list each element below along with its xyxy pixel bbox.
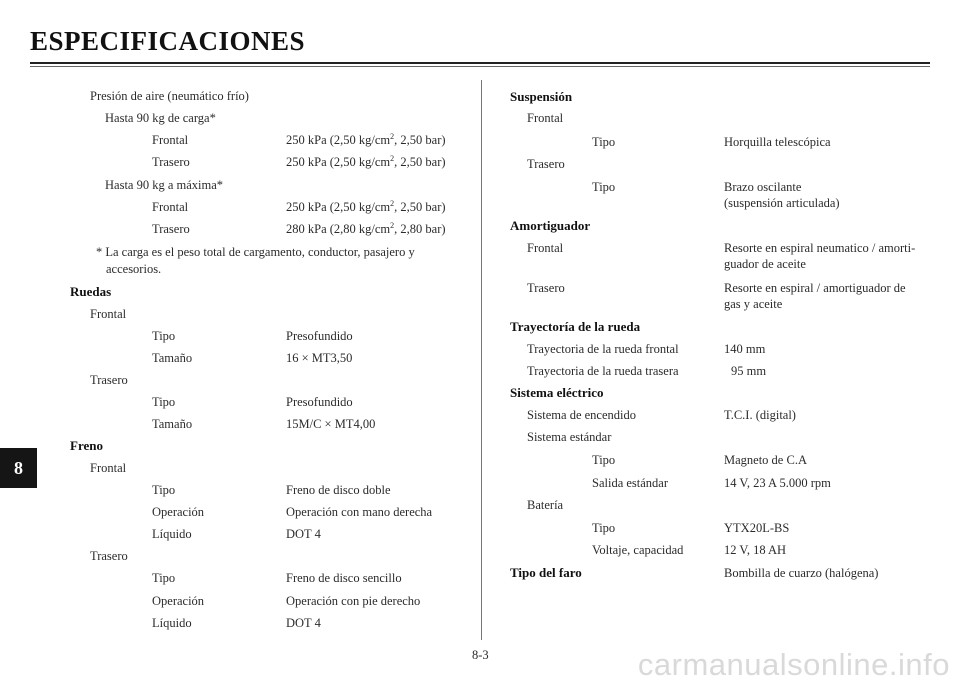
wheels-rear-size-label: Tamaño	[152, 417, 193, 431]
wheels-front-size-label: Tamaño	[152, 351, 193, 365]
headlight-heading: Tipo del faro	[510, 565, 582, 580]
battery-type-value: YTX20L-BS	[724, 521, 790, 535]
brake-rear-label: Trasero	[90, 549, 128, 563]
suspension-heading: Suspensión	[510, 89, 573, 104]
damper-rear-value-2: gas y aceite	[724, 297, 783, 311]
damper-front-value-2: guador de aceite	[724, 257, 806, 271]
brake-front-op-label: Operación	[152, 505, 205, 519]
brake-front-type-label: Tipo	[152, 483, 176, 497]
load2-front-label: Frontal	[152, 200, 189, 214]
watermark: carmanualsonline.info	[637, 647, 950, 682]
brake-rear-fluid-value: DOT 4	[286, 616, 321, 630]
brake-front-fluid-value: DOT 4	[286, 527, 321, 541]
page-title: ESPECIFICACIONES	[30, 26, 306, 56]
title-rule-thin	[30, 66, 930, 67]
wheels-front-label: Frontal	[90, 307, 127, 321]
load1-rear-value: 250 kPa (2,50 $kg/cm^2$, 2,50 bar)	[286, 153, 446, 169]
suspension-rear-type-value-2: (suspensión articulada)	[724, 196, 840, 210]
brake-rear-fluid-label: Líquido	[152, 616, 192, 630]
wheels-front-type-value: Presofundido	[286, 329, 353, 343]
load-note-line2: accesorios.	[106, 262, 162, 276]
std-type-value: Magneto de C.A	[724, 453, 807, 467]
std-output-label: Salida estándar	[592, 476, 669, 490]
trail-front-value: 140 mm	[724, 342, 766, 356]
brake-rear-type-label: Tipo	[152, 571, 176, 585]
suspension-rear-type-value-1: Brazo oscilante	[724, 180, 802, 194]
battery-voltage-value: 12 V, 18 AH	[724, 543, 787, 557]
trail-front-label: Trayectoria de la rueda frontal	[527, 342, 679, 356]
wheels-rear-label: Trasero	[90, 373, 128, 387]
battery-label: Batería	[527, 498, 564, 512]
column-divider	[481, 80, 482, 640]
headlight-value: Bombilla de cuarzo (halógena)	[724, 566, 879, 580]
damper-rear-value-1: Resorte en espiral / amortiguador de	[724, 281, 906, 295]
brake-front-type-value: Freno de disco doble	[286, 483, 391, 497]
suspension-front-type-label: Tipo	[592, 135, 616, 149]
suspension-rear-label: Trasero	[527, 157, 565, 171]
battery-type-label: Tipo	[592, 521, 616, 535]
damper-heading: Amortiguador	[510, 218, 591, 233]
std-type-label: Tipo	[592, 453, 616, 467]
chapter-tab: 8	[0, 448, 37, 488]
suspension-rear-type-label: Tipo	[592, 180, 616, 194]
load2-front-value: 250 kPa (2,50 $kg/cm^2$, 2,50 bar)	[286, 198, 446, 214]
brake-rear-type-value: Freno de disco sencillo	[286, 571, 402, 585]
suspension-front-type-value: Horquilla telescópica	[724, 135, 831, 149]
brake-rear-op-value: Operación con pie derecho	[286, 594, 421, 608]
trail-rear-label: Trayectoria de la rueda trasera	[527, 364, 679, 378]
suspension-front-label: Frontal	[527, 111, 564, 125]
damper-front-value-1: Resorte en espiral neumatico / amorti-	[724, 241, 916, 255]
load2-rear-label: Trasero	[152, 222, 190, 236]
trail-rear-value: 95 mm	[731, 364, 767, 378]
damper-rear-label: Trasero	[527, 281, 565, 295]
load1-rear-label: Trasero	[152, 155, 190, 169]
wheels-rear-type-label: Tipo	[152, 395, 176, 409]
wheels-rear-size-value: 15M/C × MT4,00	[286, 417, 376, 431]
wheels-heading: Ruedas	[70, 284, 112, 299]
load1-label: Hasta 90 kg de carga*	[105, 111, 216, 125]
pressure-heading: Presión de aire (neumático frío)	[90, 89, 249, 103]
load2-label: Hasta 90 kg a máxima*	[105, 178, 224, 192]
load1-front-value: 250 kPa (2,50 $kg/cm^2$, 2,50 bar)	[286, 131, 446, 147]
ignition-label: Sistema de encendido	[527, 408, 636, 422]
brake-rear-op-label: Operación	[152, 594, 205, 608]
wheels-rear-type-value: Presofundido	[286, 395, 353, 409]
electrical-heading: Sistema eléctrico	[510, 385, 604, 400]
page-number: 8-3	[472, 648, 489, 662]
brake-front-fluid-label: Líquido	[152, 527, 192, 541]
brake-front-op-value: Operación con mano derecha	[286, 505, 433, 519]
load2-rear-value: 280 kPa (2,80 $kg/cm^2$, 2,80 bar)	[286, 220, 446, 236]
wheels-front-size-value: 16 × MT3,50	[286, 351, 353, 365]
battery-voltage-label: Voltaje, capacidad	[592, 543, 684, 557]
load1-front-label: Frontal	[152, 133, 189, 147]
trail-heading: Trayectoría de la rueda	[510, 319, 641, 334]
brake-front-label: Frontal	[90, 461, 127, 475]
damper-front-label: Frontal	[527, 241, 564, 255]
brake-heading: Freno	[70, 438, 103, 453]
wheels-front-type-label: Tipo	[152, 329, 176, 343]
standard-system-label: Sistema estándar	[527, 430, 612, 444]
ignition-value: T.C.I. (digital)	[724, 408, 796, 422]
title-rule	[30, 62, 930, 64]
std-output-value: 14 V, 23 A 5.000 rpm	[724, 476, 831, 490]
load-note-line1: * La carga es el peso total de cargamento, conductor, pasajero y	[96, 245, 415, 259]
